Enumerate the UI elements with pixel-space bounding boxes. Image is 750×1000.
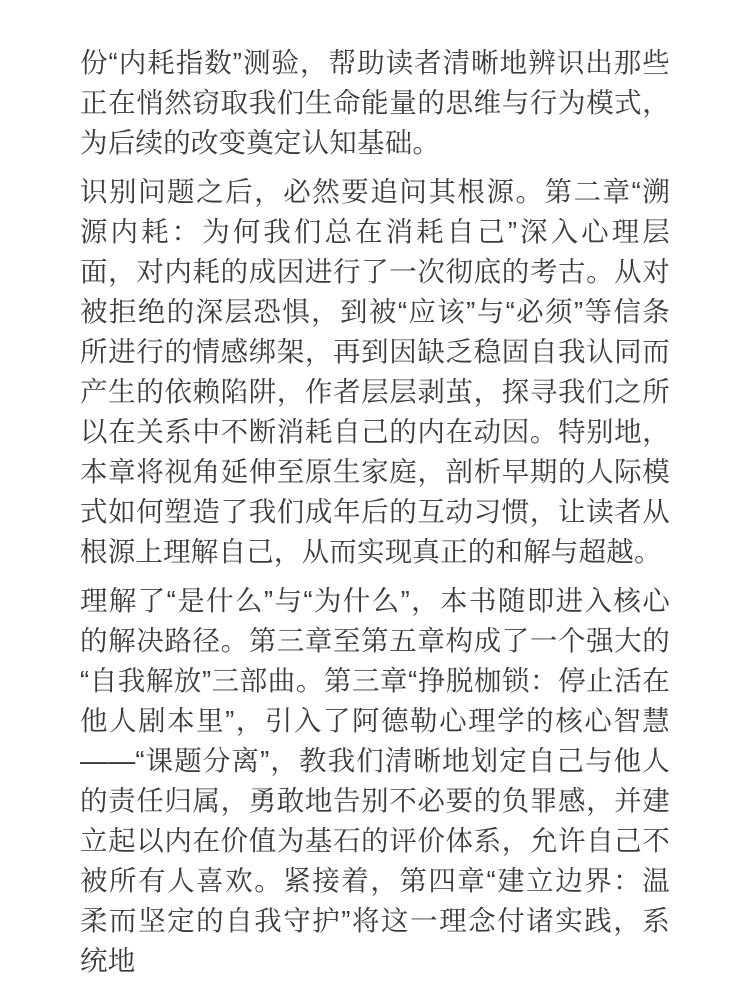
paragraph-1: 份“内耗指数”测验，帮助读者清晰地辨识出那些正在悄然窃取我们生命能量的思维与行为模式，为后续的改变奠定认知基础。 — [80, 47, 670, 158]
paragraph-2: 识别问题之后，必然要追问其根源。第二章“溯源内耗：为何我们总在消耗自己”深入心理层面，对内耗的成因进行了一次彻底的考古。从对被拒绝的深层恐惧，到被“应该”与“必须”等信条所进行的情感绑架，再到因缺乏稳固自我认同而产生的依赖陷阱，作者层层剥茧，探寻我们之所以在关系中不断消耗自己的内在动因。特别地，本章将视角延伸至原生家庭，剖析早期的人际模式如何塑造了我们成年后的互动习惯，让读者从根源上理解自己，从而实现真正的和解与超越。 — [80, 176, 670, 567]
paragraph-3: 理解了“是什么”与“为什么”，本书随即进入核心的解决路径。第三章至第五章构成了一个强大的“自我解放”三部曲。第三章“挣脱枷锁：停止活在他人剧本里”，引入了阿德勒心理学的核心智慧——“课题分离”，教我们清晰地划定自己与他人的责任归属，勇敢地告别不必要的负罪感，并建立起以内在价值为基石的评价体系，允许自己不被所有人喜欢。紧接着，第四章“建立边界：温柔而坚定的自我守护”将这一理念付诸实践，系统地 — [80, 585, 670, 976]
